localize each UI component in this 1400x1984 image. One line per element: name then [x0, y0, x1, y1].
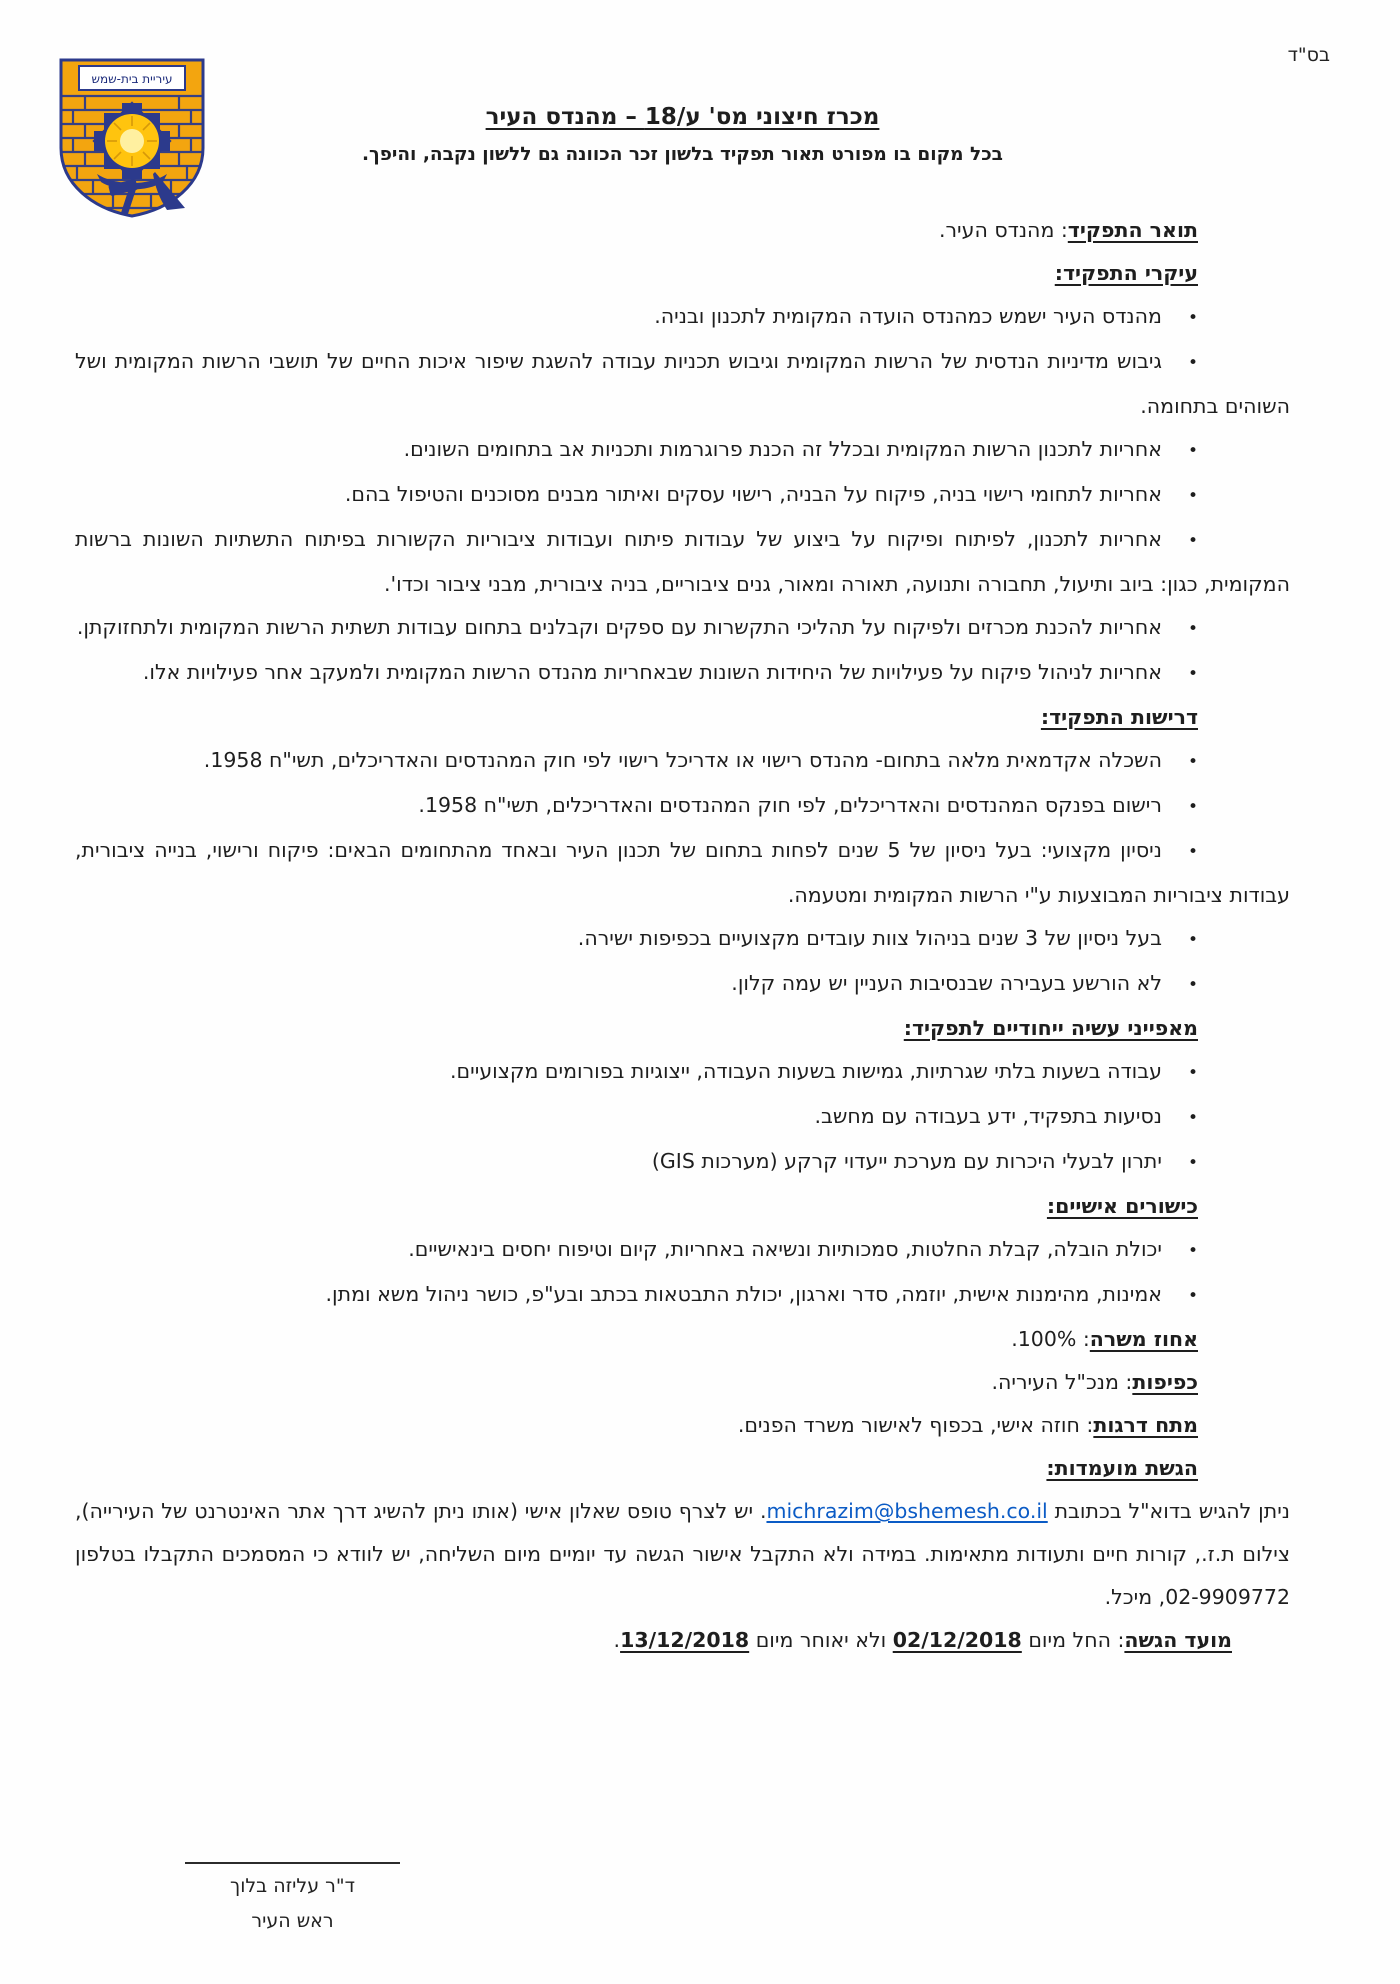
bullet-icon: • — [1187, 308, 1198, 328]
bullet-icon: • — [1187, 842, 1198, 862]
list-item: •לא הורשע בעבירה שבנסיבות העניין יש עמה קלון. — [731, 971, 1198, 995]
job-title-line — [75, 209, 1290, 252]
bullet-icon: • — [1187, 441, 1198, 461]
list-item: •אחריות לתחומי רישוי בניה, פיקוח על הבניה, רישוי עסקים ואיתור מבנים מסוכנים והטיפול בהם. — [344, 482, 1198, 506]
submission-paragraph: ניתן להגיש בדוא"ל בכתובת michrazim@bshemesh.co.il. יש לצרף טופס שאלון אישי (אותו ניתן להשיג דרך אתר האינטרנט של העירייה), צילום ת.ז., קורות חיים ותעודות מתאימות. במידה ולא התקבל אישור הגשה עד יומיים מיום השליחה, יש לוודא כי המסמכים התקבלו בטלפון 02-9909772, מיכל. — [75, 1499, 1290, 1609]
besed-text: בס"ד — [1287, 44, 1330, 66]
bullet-icon: • — [1187, 664, 1198, 684]
page-title: מכרז חיצוני מס' ע/18 – מהנדס העיר — [485, 104, 880, 130]
signature-block — [185, 1862, 400, 1939]
section-heading-personal-skills: כישורים אישיים: — [1046, 1194, 1198, 1218]
signature-role: ראש העיר — [251, 1910, 334, 1932]
bullet-icon: • — [1187, 1063, 1198, 1083]
signature-name: ד"ר עליזה בלוך — [229, 1875, 355, 1897]
deadline-line: מועד הגשה: החל מיום 02/12/2018 ולא יאוחר מיום 13/12/2018. — [613, 1628, 1232, 1652]
list-item: •אמינות, מהימנות אישית, יוזמה, סדר וארגון, יכולת התבטאות בכתב ובע"פ, כושר ניהול משא ומתן. — [325, 1282, 1198, 1306]
signature-line — [185, 1862, 400, 1864]
bullet-icon: • — [1187, 619, 1198, 639]
list-item: •עבודה בשעות בלתי שגרתיות, גמישות בשעות העבודה, ייצוגיות בפורומים מקצועיים. — [450, 1059, 1198, 1083]
list-item: •אחריות לניהול פיקוח על פעילויות של היחידות השונות שבאחריות מהנדס הרשות המקומית ולמעקב אחר פעילויות אלו. — [142, 660, 1198, 684]
field-grade-range: מתח דרגות: חוזה אישי, בכפוף לאישור משרד הפנים. — [737, 1413, 1198, 1437]
section-heading-unique-traits: מאפייני עשיה ייחודיים לתפקיד: — [903, 1016, 1198, 1040]
document-body — [75, 0, 1290, 1662]
list-item: •יתרון לבעלי היכרות עם מערכת ייעדוי קרקע (מערכות GIS) — [651, 1149, 1198, 1173]
logo-banner-text: עיריית בית-שמש — [91, 72, 173, 86]
list-item: •ניסיון מקצועי: בעל ניסיון של 5 שנים לפחות בתחום של תכנון העיר ובאחד מהתחומים הבאים: פיקוח ורישוי, בנייה ציבורית, עבודות ציבוריות המבוצעות ע"י הרשות המקומית ומטעמה. — [75, 838, 1290, 907]
list-item: •רישום בפנקס המהנדסים והאדריכלים, לפי חוק המהנדסים והאדריכלים, תשי"ח 1958. — [418, 793, 1198, 817]
list-item: •אחריות לתכנון הרשות המקומית ובכלל זה הכנת פרוגרמות ותכניות אב בתחומים השונים. — [403, 437, 1198, 461]
gender-disclaimer: בכל מקום בו מפורט תאור תפקיד בלשון זכר הכוונה גם ללשון נקבה, והיפך. — [362, 144, 1003, 165]
section-heading-main-duties: עיקרי התפקיד: — [1054, 261, 1198, 285]
bullet-icon: • — [1187, 486, 1198, 506]
bullet-icon: • — [1187, 797, 1198, 817]
bullet-icon: • — [1187, 930, 1198, 950]
job-title-value: : מהנדס העיר. — [938, 218, 1068, 242]
list-item: •יכולת הובלה, קבלת החלטות, סמכותיות ונשיאה באחריות, קיום וטיפוח יחסים בינאישיים. — [408, 1237, 1198, 1261]
job-title-label: תואר התפקיד — [1067, 218, 1198, 242]
section-heading-submission: הגשת מועמדות: — [1046, 1456, 1198, 1480]
list-item: •גיבוש מדיניות הנדסית של הרשות המקומית וגיבוש תכניות עבודה להשגת שיפור איכות החיים של תושבי הרשות המקומית ושל השוהים בתחומה. — [75, 349, 1290, 418]
deadline-label: מועד הגשה — [1124, 1628, 1232, 1652]
bullet-icon: • — [1187, 1108, 1198, 1128]
bullet-icon: • — [1187, 531, 1198, 551]
email-link[interactable]: michrazim@bshemesh.co.il — [766, 1499, 1048, 1523]
field-reports-to: כפיפות: מנכ"ל העיריה. — [991, 1370, 1198, 1394]
list-item: •בעל ניסיון של 3 שנים בניהול צוות עובדים מקצועיים בכפיפות ישירה. — [577, 926, 1198, 950]
list-item: •השכלה אקדמאית מלאה בתחום- מהנדס רישוי או אדריכל רישוי לפי חוק המהנדסים והאדריכלים, תשי"ח 1958. — [203, 748, 1198, 772]
field-position-percentage: אחוז משרה: 100%. — [1011, 1327, 1198, 1351]
list-item: •אחריות להכנת מכרזים ולפיקוח על תהליכי התקשרות עם ספקים וקבלנים בתחום עבודות תשתית הרשות המקומית ולתחזוקתן. — [76, 615, 1198, 639]
list-item: •מהנדס העיר ישמש כמהנדס הועדה המקומית לתכנון ובניה. — [654, 304, 1198, 328]
bullet-icon: • — [1187, 353, 1198, 373]
bullet-icon: • — [1187, 975, 1198, 995]
section-heading-requirements: דרישות התפקיד: — [1040, 705, 1198, 729]
bullet-icon: • — [1187, 1241, 1198, 1261]
bullet-icon: • — [1187, 1286, 1198, 1306]
list-item: •נסיעות בתפקיד, ידע בעבודה עם מחשב. — [814, 1104, 1198, 1128]
end-date: 13/12/2018 — [620, 1628, 750, 1652]
list-item: •אחריות לתכנון, לפיתוח ופיקוח על ביצוע של עבודות פיתוח ועבודות ציבוריות הקשורות בפיתוח התשתיות השונות ברשות המקומית, כגון: ביוב ותיעול, תחבורה ותנועה, תאורה ומאור, גנים ציבוריים, בניה ציבורית, מבני ציבור וכדו'. — [75, 527, 1290, 596]
bullet-icon: • — [1187, 752, 1198, 772]
bullet-icon: • — [1187, 1153, 1198, 1173]
start-date: 02/12/2018 — [892, 1628, 1022, 1652]
